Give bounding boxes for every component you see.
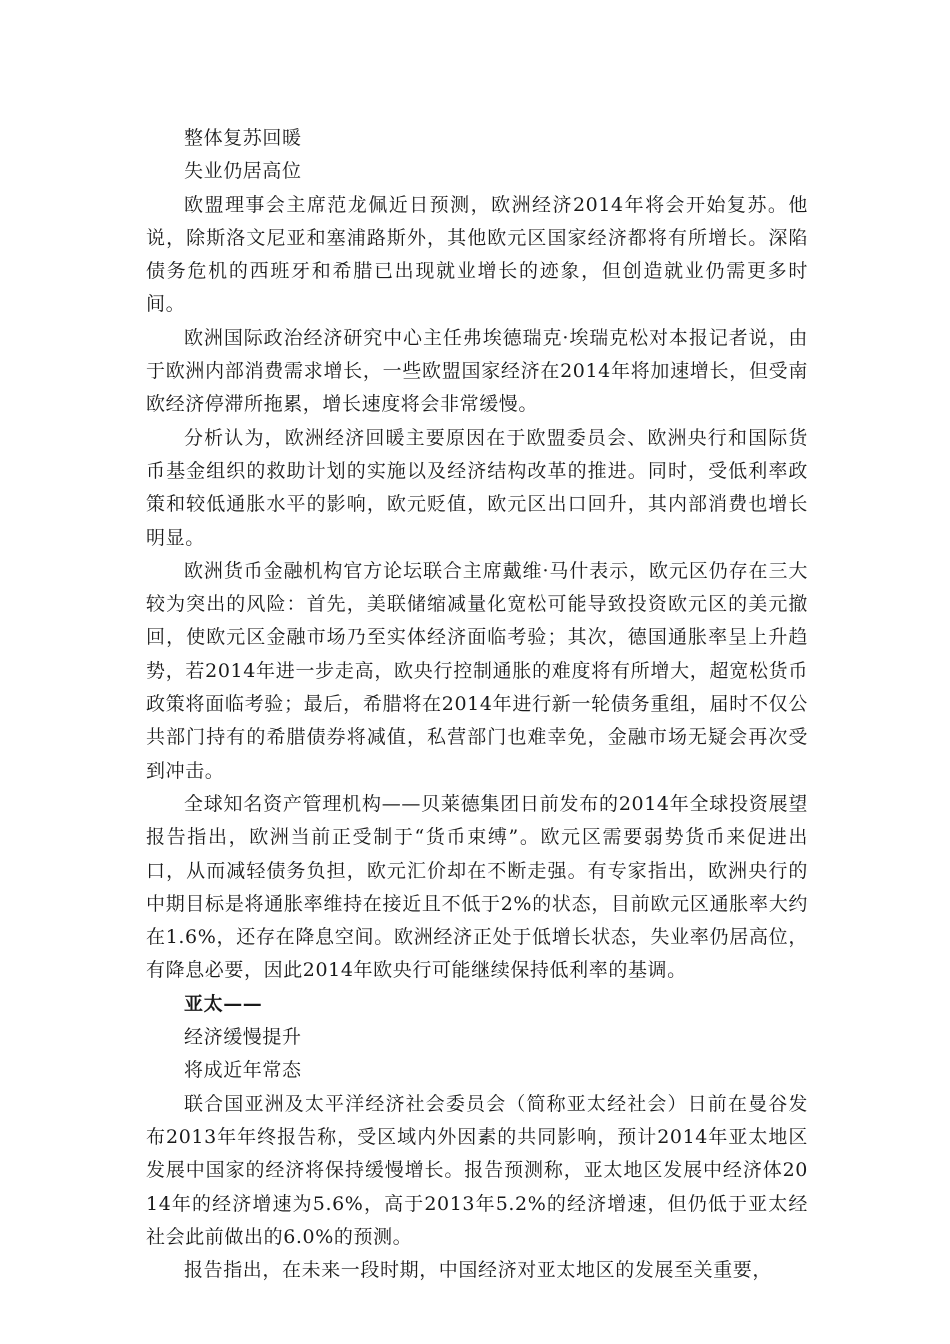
section-heading-asia-2: 将成近年常态	[184, 1059, 302, 1082]
paragraph: 分析认为，欧洲经济回暖主要原因在于欧盟委员会、欧洲央行和国际货币基金组织的救助计划的实施以及经济结构改革的推进。同时，受低利率政策和较低通胀水平的影响，欧元贬值，欧元区出口回升，其内部消费也增长明显。	[146, 426, 808, 549]
paragraph: 全球知名资产管理机构——贝莱德集团日前发布的2014年全球投资展望报告指出，欧洲当前正受制于“货币束缚”。欧元区需要弱势货币来促进出口，从而减轻债务负担，欧元汇价却在不断走强。有专家指出，欧洲央行的中期目标是将通胀率维持在接近且不低于2%的状态，目前欧元区通胀率大约在1.6%，还存在降息空间。欧洲经济正处于低增长状态，失业率仍居高位，有降息必要，因此2014年欧央行可能继续保持低利率的基调。	[146, 792, 808, 982]
section-heading-asia-1: 经济缓慢提升	[184, 1026, 302, 1049]
section-title-asia-pacific: 亚太——	[184, 992, 263, 1015]
paragraph: 欧洲国际政治经济研究中心主任弗埃德瑞克·埃瑞克松对本报记者说，由于欧洲内部消费需求增长，一些欧盟国家经济在2014年将加速增长，但受南欧经济停滞所拖累，增长速度将会非常缓慢。	[146, 326, 808, 416]
paragraph: 欧盟理事会主席范龙佩近日预测，欧洲经济2014年将会开始复苏。他说，除斯洛文尼亚和塞浦路斯外，其他欧元区国家经济都将有所增长。深陷债务危机的西班牙和希腊已出现就业增长的迹象，但创造就业仍需更多时间。	[146, 193, 808, 316]
paragraph: 联合国亚洲及太平洋经济社会委员会（简称亚太经社会）日前在曼谷发布2013年年终报告称，受区域内外因素的共同影响，预计2014年亚太地区发展中国家的经济将保持缓慢增长。报告预测称，亚太地区发展中经济体2014年的经济增速为5.6%，高于2013年5.2%的经济增速，但仍低于亚太经社会此前做出的6.0%的预测。	[146, 1092, 808, 1248]
section-heading-europe-2: 失业仍居高位	[184, 160, 302, 183]
paragraph: 报告指出，在未来一段时期，中国经济对亚太地区的发展至关重要，	[184, 1259, 773, 1282]
article-body	[146, 122, 808, 1287]
paragraph: 欧洲货币金融机构官方论坛联合主席戴维·马什表示，欧元区仍存在三大较为突出的风险：首先，美联储缩减量化宽松可能导致投资欧元区的美元撤回，使欧元区金融市场乃至实体经济面临考验；其次，德国通胀率呈上升趋势，若2014年进一步走高，欧央行控制通胀的难度将有所增大，超宽松货币政策将面临考验；最后，希腊将在2014年进行新一轮债务重组，届时不仅公共部门持有的希腊债券将减值，私营部门也难幸免，金融市场无疑会再次受到冲击。	[146, 559, 808, 782]
section-heading-europe-1: 整体复苏回暖	[184, 127, 302, 149]
